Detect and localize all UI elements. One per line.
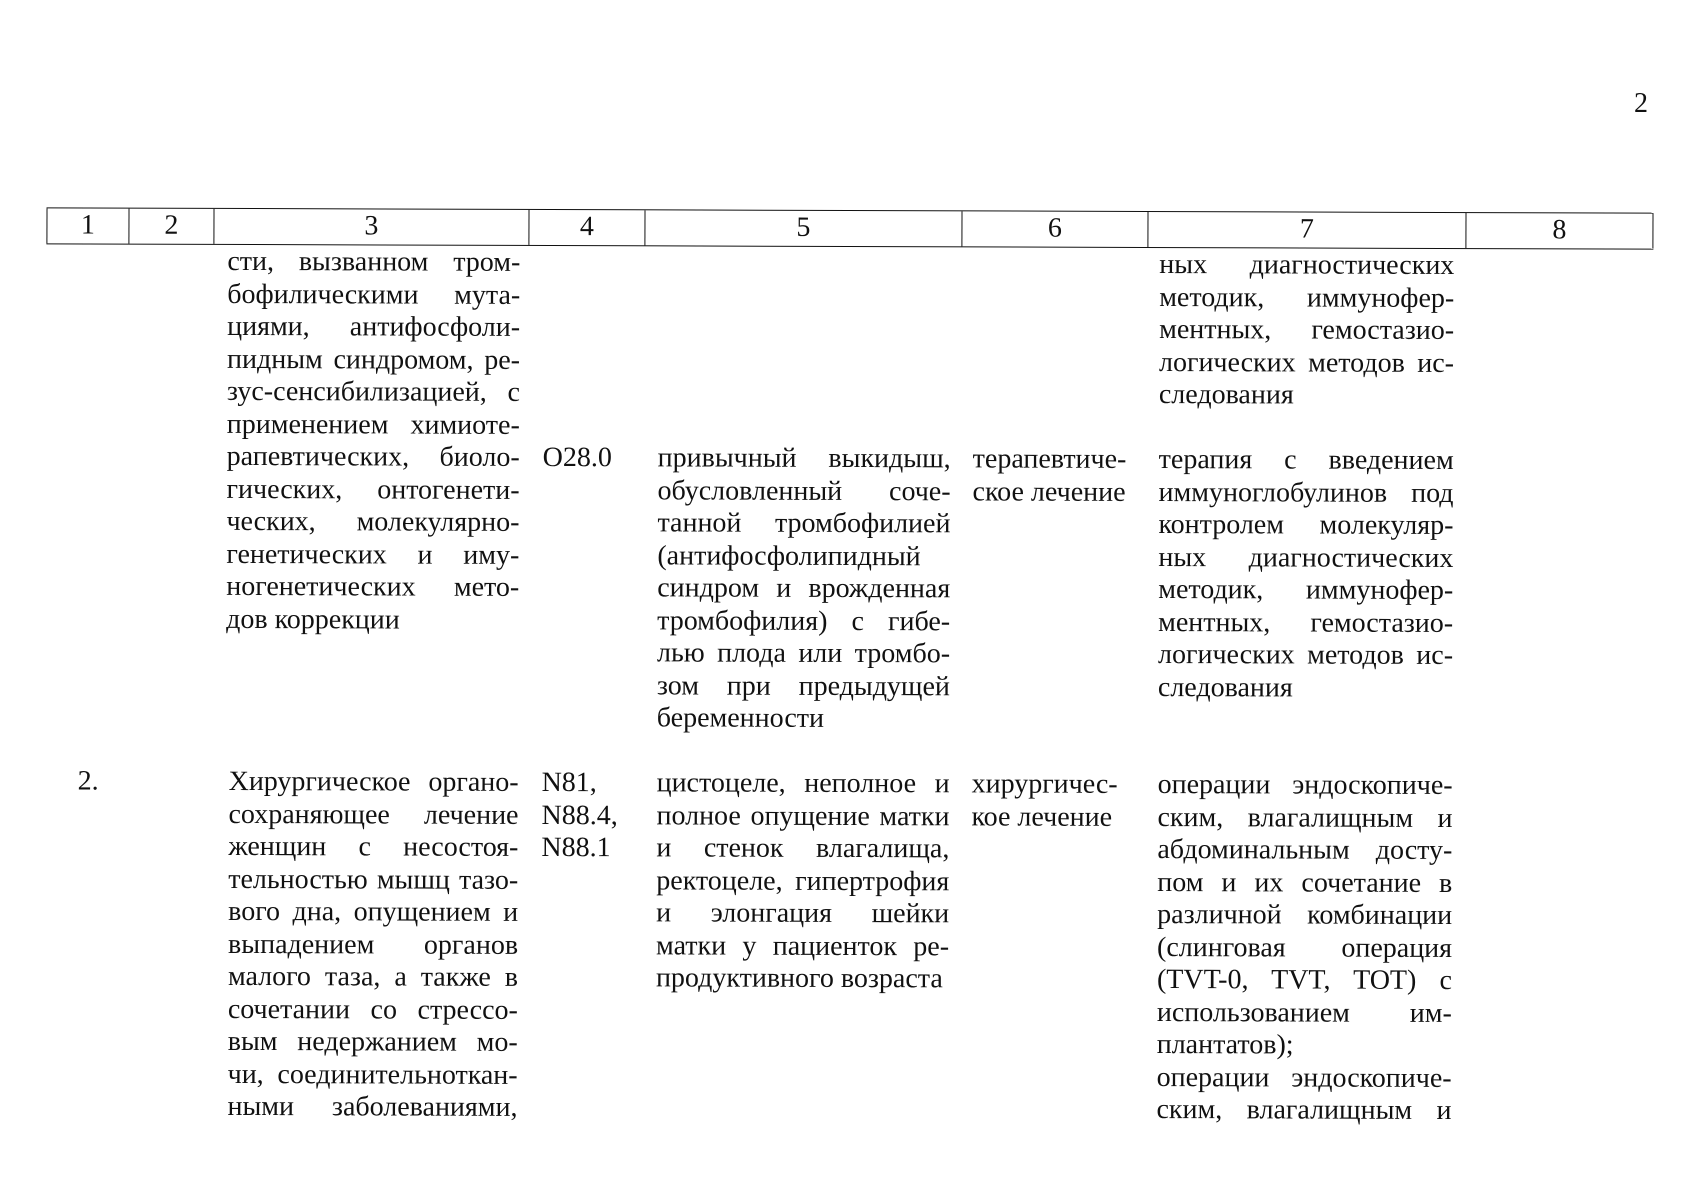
row2-method-description (227, 766, 518, 1124)
text-line: ментных, гемостазио- (1159, 314, 1455, 347)
text-line: синдром и врожденная (657, 572, 951, 605)
text-line: Хирургическое органо- (228, 765, 519, 798)
text-line: пом и их сочетание в (1157, 866, 1453, 899)
text-line: применением химиоте- (226, 408, 520, 441)
text-line: полное опущение матки (656, 799, 950, 832)
text-line: методик, иммунофер- (1159, 281, 1455, 314)
text-line: ским, влагалищным и (1156, 1094, 1452, 1127)
text-line: вым недержанием мо- (227, 1025, 518, 1058)
text-line: ректоцеле, гипертрофия (656, 864, 950, 897)
text-line: привычный выкидыш, (657, 442, 951, 475)
text-line: продуктивного возраста (655, 962, 943, 995)
text-line: женщин с несостоя- (228, 830, 519, 863)
row2-treatment-type (971, 768, 1146, 834)
text-line: ментных, гемостазио- (1158, 606, 1454, 639)
medical-care-table (43, 207, 1653, 1128)
row1-icd-code (543, 442, 612, 475)
column-number-2: 2 (129, 209, 214, 244)
text-line: гических, онтогенети- (226, 473, 520, 506)
text-line: (антифосфолипидный (657, 539, 921, 572)
text-line: терапевтиче- (972, 443, 1127, 475)
text-line: операции эндоскопиче- (1157, 769, 1453, 802)
text-line: ногенетических мето- (226, 570, 520, 603)
text-line: и элонгация шейки (656, 897, 950, 930)
text-line: N81, (541, 766, 597, 799)
text-line: терапия с введением (1158, 444, 1454, 477)
row2-number (78, 765, 99, 798)
text-line: зом при предыдущей (656, 669, 950, 702)
text-line: операции эндоскопиче- (1156, 1061, 1452, 1094)
column-number-1: 1 (46, 208, 129, 243)
text-line: ское лечение (972, 475, 1126, 508)
column-number-8: 8 (1466, 213, 1653, 249)
text-line: абдоминальным досту- (1157, 834, 1453, 867)
text-line: сти, вызванном тром- (227, 245, 521, 278)
text-line: следования (1157, 671, 1293, 703)
text-line: методик, иммунофер- (1158, 574, 1454, 607)
text-line: и стенок влагалища, (656, 832, 950, 865)
text-line: генетических и иму- (226, 538, 520, 571)
text-line: (TVT-0, TVT, TOT) с (1156, 964, 1453, 997)
row1-patient-model (657, 442, 951, 735)
text-line: контролем молекуляр- (1158, 509, 1454, 542)
column-number-3: 3 (214, 209, 529, 245)
text-line: тельностью мышц тазо- (228, 863, 519, 896)
text-line: N88.4, (541, 799, 618, 831)
text-line: циями, антифосфоли- (227, 310, 521, 343)
text-line: дов коррекции (226, 603, 400, 636)
text-line: плантатов); (1156, 1029, 1294, 1061)
text-line: N88.1 (541, 831, 611, 864)
text-line: бофилическими мута- (227, 278, 521, 311)
table-header-row (46, 207, 1653, 249)
row1-treatment-method-continued (1159, 249, 1455, 412)
text-line: логических методов ис- (1158, 346, 1455, 379)
text-line: различной комбинации (1157, 899, 1453, 932)
text-line: 2. (77, 765, 99, 797)
text-line: O28.0 (542, 441, 612, 474)
text-line: ческих, молекулярно- (226, 505, 520, 538)
text-line: обусловленный соче- (657, 474, 951, 507)
text-line: ским, влагалищным и (1157, 801, 1453, 834)
column-number-5: 5 (645, 210, 962, 246)
page-number: 2 (1634, 88, 1648, 119)
text-line: сохраняющее лечение (228, 798, 519, 831)
text-line: следования (1158, 379, 1294, 411)
text-line: ными заболеваниями, (227, 1090, 518, 1123)
text-line: цистоцеле, неполное и (656, 767, 950, 800)
row1-treatment-type (973, 443, 1148, 509)
text-line: матки у пациенток ре- (656, 929, 950, 962)
text-line: сочетании со стрессо- (227, 993, 518, 1026)
text-line: хирургичес- (971, 768, 1118, 800)
text-line: (слинговая операция (1157, 931, 1453, 964)
row2-patient-model (656, 767, 950, 995)
text-line: чи, соединительноткан- (227, 1058, 518, 1091)
text-line: ных диагностических (1159, 249, 1455, 282)
row2-treatment-method (1156, 769, 1452, 1127)
row2-icd-codes (541, 767, 618, 865)
text-line: беременности (656, 702, 825, 734)
text-line: тромбофилия) с гибе- (657, 604, 951, 637)
column-number-6: 6 (962, 211, 1148, 247)
text-line: логических методов ис- (1157, 639, 1454, 672)
text-line: использованием им- (1156, 996, 1452, 1029)
text-line: пидным синдромом, ре- (226, 343, 521, 376)
text-line: кое лечение (971, 800, 1113, 833)
text-line: танной тромбофилией (657, 507, 951, 540)
row1-method-description (226, 246, 520, 637)
text-line: ных диагностических (1158, 541, 1454, 574)
text-line: малого таза, а также в (227, 960, 519, 993)
text-line: вого дна, опущением и (228, 895, 519, 928)
row1-treatment-method (1158, 444, 1454, 705)
text-line: выпадением органов (228, 928, 519, 961)
column-number-7: 7 (1148, 212, 1466, 248)
column-number-4: 4 (529, 210, 645, 245)
text-line: иммуноглобулинов под (1158, 476, 1454, 509)
text-line: лью плода или тромбо- (656, 637, 951, 670)
text-line: рапевтических, биоло- (226, 440, 520, 473)
text-line: зус-сенсибилизацией, с (226, 375, 520, 408)
